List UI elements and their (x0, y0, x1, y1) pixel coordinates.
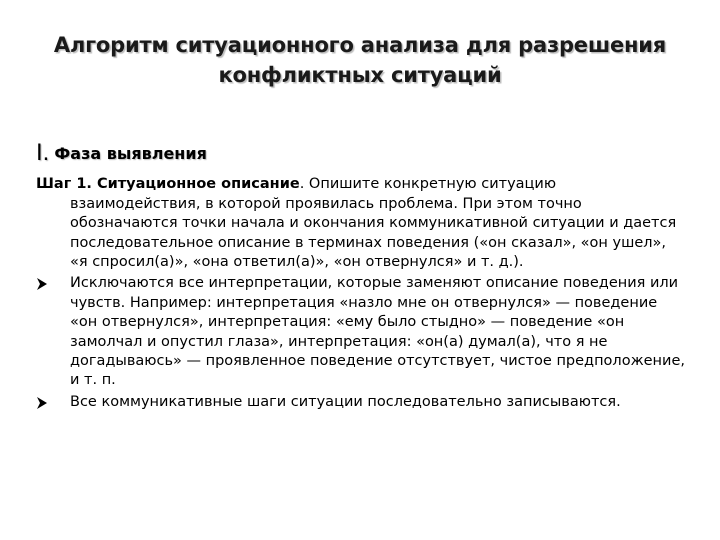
section-heading (36, 139, 686, 166)
slide-body (36, 139, 686, 412)
section-title: Фаза выявления (54, 144, 207, 163)
step-label: Шаг 1. Ситуационное описание (36, 176, 300, 193)
section-number: I. (36, 139, 50, 166)
arrowhead-bullet-icon (36, 278, 48, 290)
bullet-text: Исключаются все интерпретации, которые заменяют описание поведения или чувств. Например: интерпретация «назло мне он отвернулся» — поведение «он отвернулся», интерпретация: «ему было стыдно» — поведение «он замолчал и опустил глаза», интерпретация: «он(а) думал(а), что я не догадываюсь» — проявленное поведение отсутствует, чистое предположение, и т. п. (70, 275, 685, 389)
step-paragraph (36, 175, 686, 272)
bullet-text: Все коммуникативные шаги ситуации последовательно записываются. (70, 393, 621, 410)
bullet-item (36, 274, 686, 390)
arrowhead-bullet-icon (36, 397, 48, 409)
slide-title: Алгоритм ситуационного анализа для разрешения конфликтных ситуаций (53, 33, 667, 87)
bullet-item (36, 393, 686, 412)
step-text: . Опишите конкретную ситуацию взаимодействия, в которой проявилась проблема. При этом точно обозначаются точки начала и окончания коммуникативной ситуации и дается последовательное описание в терминах поведения («он сказал», «он ушел», «я спросил(а)», «она ответил(а)», «он отвернулся» и т. д.). (70, 176, 677, 271)
